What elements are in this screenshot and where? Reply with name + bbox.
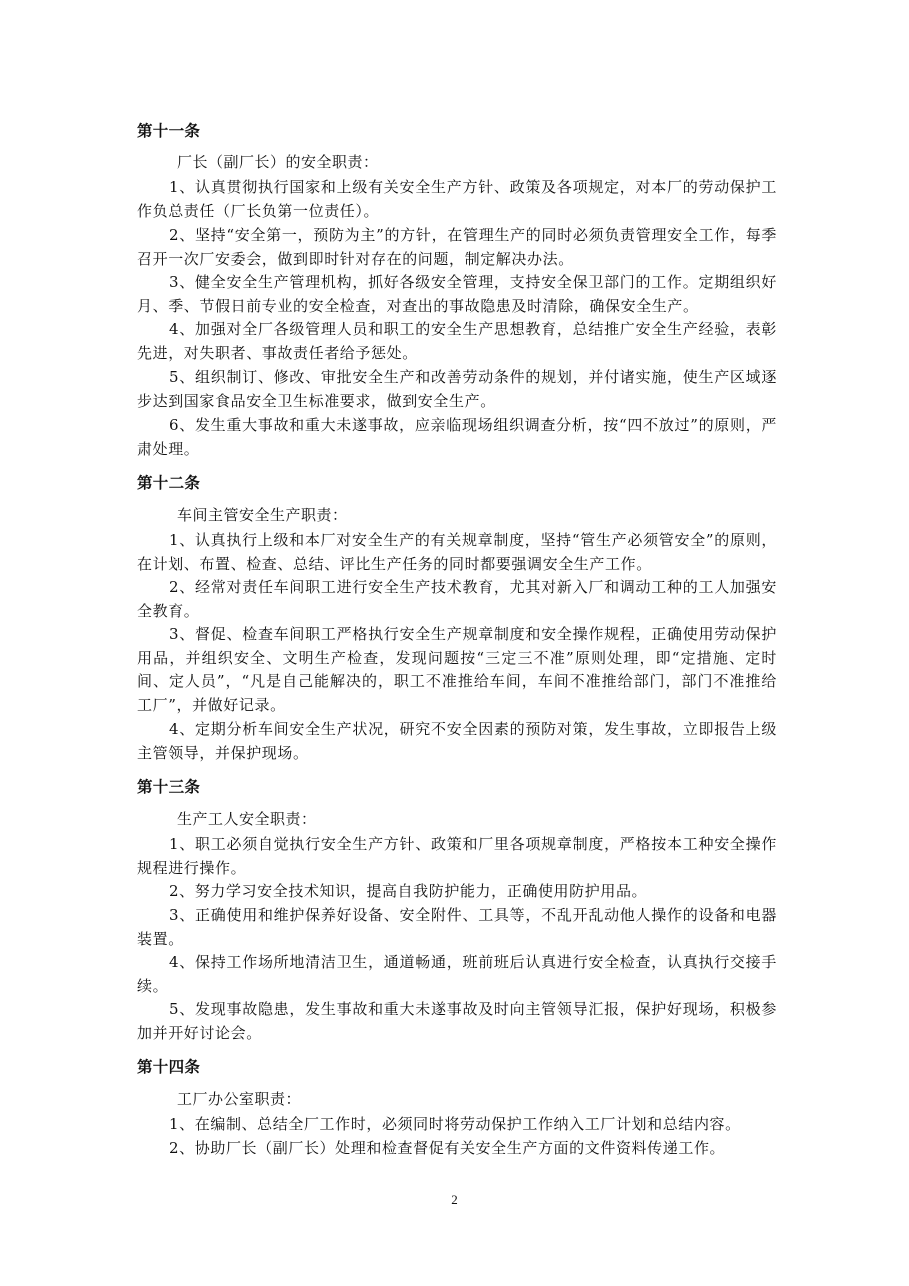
clause-13-2: 2、努力学习安全技术知识，提高自我防护能力，正确使用防护用品。 [169,882,648,900]
clause-11-4: 4、加强对全厂各级管理人员和职工的安全生产思想教育，总结推广安全生产经验，表彰先进，对失职者、事故责任者给予惩处。 [137,320,777,362]
section-heading-13: 第十三条 [137,778,201,796]
clause-12-1: 1、认真执行上级和本厂对安全生产的有关规章制度，坚持“管生产必须管安全”的原则，在计划、布置、检查、总结、评比生产任务的同时都要强调安全生产工作。 [137,531,777,573]
clause-11-3: 3、健全安全生产管理机构，抓好各级安全管理，支持安全保卫部门的工作。定期组织好月、季、节假日前专业的安全检查，对查出的事故隐患及时清除，确保安全生产。 [137,273,777,315]
section-heading-14: 第十四条 [137,1058,201,1076]
clause-11-2: 2、坚持“安全第一，预防为主”的方针，在管理生产的同时必须负责管理安全工作，每季召开一次厂安委会，做到即时针对存在的问题，制定解决办法。 [137,226,777,268]
section-intro-11: 厂长（副厂长）的安全职责： [177,153,379,171]
clause-11-1: 1、认真贯彻执行国家和上级有关安全生产方针、政策及各项规定，对本厂的劳动保护工作负总责任（厂长负第一位责任）。 [137,178,777,220]
section-intro-13: 生产工人安全职责： [177,810,317,828]
section-heading-12: 第十二条 [137,474,201,492]
section-intro-12: 车间主管安全生产职责： [177,506,348,524]
clause-13-3: 3、正确使用和维护保养好设备、安全附件、工具等，不乱开乱动他人操作的设备和电器装置。 [137,906,777,948]
clause-11-6: 6、发生重大事故和重大未遂事故，应亲临现场组织调查分析，按“四不放过”的原则，严肃处理。 [137,416,777,458]
clause-13-4: 4、保持工作场所地清洁卫生，通道畅通，班前班后认真进行安全检查，认真执行交接手续。 [137,953,777,995]
clause-12-4: 4、定期分析车间安全生产状况，研究不安全因素的预防对策，发生事故，立即报告上级主管领导，并保护现场。 [137,720,777,762]
clause-12-2: 2、经常对责任车间职工进行安全生产技术教育，尤其对新入厂和调动工种的工人加强安全教育。 [137,578,777,620]
clause-12-3: 3、督促、检查车间职工严格执行安全生产规章制度和安全操作规程，正确使用劳动保护用品，并组织安全、文明生产检查，发现问题按“三定三不准”原则处理，即“定措施、定时间、定人员”，“凡是自己能解决的，职工不准推给车间，车间不准推给部门，部门不准推给工厂”，并做好记录。 [137,625,777,714]
clause-13-5: 5、发现事故隐患，发生事故和重大未遂事故及时向主管领导汇报，保护好现场，积极参加并开好讨论会。 [137,1000,777,1042]
section-intro-14: 工厂办公室职责： [177,1090,302,1108]
clause-11-5: 5、组织制订、修改、审批安全生产和改善劳动条件的规划，并付诸实施，使生产区域逐步达到国家食品安全卫生标准要求，做到安全生产。 [137,368,777,410]
clause-13-1: 1、职工必须自觉执行安全生产方针、政策和厂里各项规章制度，严格按本工种安全操作规程进行操作。 [137,835,777,877]
clause-14-2: 2、协助厂长（副厂长）处理和检查督促有关安全生产方面的文件资料传递工作。 [169,1139,726,1157]
clause-14-1: 1、在编制、总结全厂工作时，必须同时将劳动保护工作纳入工厂计划和总结内容。 [169,1115,741,1133]
section-heading-11: 第十一条 [137,122,201,140]
page-number: 2 [451,1192,458,1207]
